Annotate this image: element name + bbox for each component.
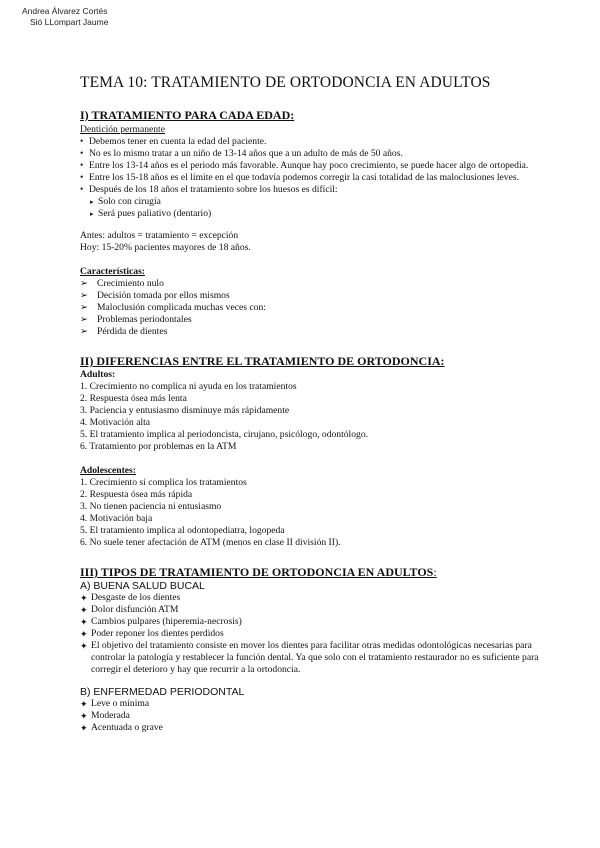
arrow-bullet-icon: ➢ bbox=[80, 326, 89, 337]
list-item: 4. Motivación alta bbox=[80, 417, 151, 428]
list-item: ✦ Poder reponer los dientes perdidos bbox=[80, 628, 224, 639]
arrow-bullet-icon: ➢ bbox=[80, 302, 89, 313]
list-item: • Entre los 15-18 años es el límite en el que todavía podemos corregir la casi totalidad de las maloclusiones leves. bbox=[80, 172, 519, 183]
list-item: 1. Crecimiento sí complica los tratamientos bbox=[80, 477, 247, 488]
list-item: ✦ Desgaste de los dientes bbox=[80, 592, 181, 603]
section-heading: I) TRATAMIENTO PARA CADA EDAD: bbox=[80, 108, 295, 122]
list-item: 1. Crecimiento no complica ni ayuda en los tratamientos bbox=[80, 381, 297, 392]
list-item: 6. No suele tener afectación de ATM (menos en clase II división II). bbox=[80, 537, 341, 548]
list-item: 3. Paciencia y entusiasmo disminuye más rápidamente bbox=[80, 405, 290, 416]
diamond-bullet-icon: ✦ bbox=[80, 723, 88, 733]
list-item: ➢ Maloclusión complicada muchas veces con: bbox=[80, 302, 266, 313]
document-title: TEMA 10: TRATAMIENTO DE ORTODONCIA EN ADULTOS bbox=[80, 74, 491, 91]
author-name: Andrea Álvarez Cortés bbox=[22, 6, 108, 16]
numbered-list bbox=[80, 477, 550, 549]
section-heading: III) TIPOS DE TRATAMIENTO DE ORTODONCIA EN ADULTOS: bbox=[80, 565, 437, 579]
list-item: ✦ Moderada bbox=[80, 710, 130, 721]
diamond-bullet-icon: ✦ bbox=[80, 605, 88, 615]
diamond-bullet-icon: ✦ bbox=[80, 699, 88, 709]
subheading: A) BUENA SALUD BUCAL bbox=[80, 580, 205, 592]
list-item: 5. El tratamiento implica al periodoncista, cirujano, psicólogo, odontólogo. bbox=[80, 429, 369, 440]
list-item: 3. No tienen paciencia ni entusiasmo bbox=[80, 501, 222, 512]
subheading: Adultos: bbox=[80, 369, 116, 380]
author-header bbox=[22, 6, 108, 28]
list-item: 2. Respuesta ósea más lenta bbox=[80, 393, 187, 404]
diamond-list bbox=[80, 592, 550, 676]
subheading: Dentición permanente bbox=[80, 124, 165, 135]
numbered-list bbox=[80, 381, 550, 453]
list-item: 6. Tratamiento por problemas en la ATM bbox=[80, 441, 237, 452]
list-item: ➢ Decisión tomada por ellos mismos bbox=[80, 290, 230, 301]
bullet-icon: • bbox=[80, 184, 84, 195]
diamond-bullet-icon: ✦ bbox=[80, 593, 88, 603]
list-item: • Después de los 18 años el tratamiento sobre los huesos es difícil: bbox=[80, 184, 338, 195]
diamond-bullet-icon: ✦ bbox=[80, 617, 88, 627]
section-heading: II) DIFERENCIAS ENTRE EL TRATAMIENTO DE ORTODONCIA: bbox=[80, 354, 445, 368]
list-item: ➢ Crecimiento nulo bbox=[80, 278, 164, 289]
arrow-list bbox=[80, 278, 550, 338]
triangle-bullet-icon: ▸ bbox=[90, 198, 94, 206]
list-item: 5. El tratamiento implica al odontopediatra, logopeda bbox=[80, 525, 285, 536]
arrow-bullet-icon: ➢ bbox=[80, 278, 89, 289]
list-item: ✦ Dolor disfunción ATM bbox=[80, 604, 179, 615]
note-text: Antes: adultos = tratamiento = excepción bbox=[80, 230, 239, 241]
sub-bullet-list bbox=[80, 196, 550, 220]
list-item: • Debemos tener en cuenta la edad del paciente. bbox=[80, 136, 267, 147]
subheading: B) ENFERMEDAD PERIODONTAL bbox=[80, 686, 245, 698]
bullet-icon: • bbox=[80, 160, 84, 171]
list-item: ✦ Leve o mínima bbox=[80, 698, 150, 709]
list-item: ➢ Problemas periodontales bbox=[80, 314, 192, 325]
author-name: Sió LLompart Jaume bbox=[30, 17, 109, 27]
bullet-icon: • bbox=[80, 148, 84, 159]
list-item: ✦ Cambios pulpares (hiperemia-necrosis) bbox=[80, 616, 242, 627]
list-item: ➢ Pérdida de dientes bbox=[80, 326, 168, 337]
list-item: ✦ Acentuada o grave bbox=[80, 722, 163, 733]
arrow-bullet-icon: ➢ bbox=[80, 314, 89, 325]
list-item: ▸ Será pues paliativo (dentario) bbox=[90, 208, 212, 219]
arrow-bullet-icon: ➢ bbox=[80, 290, 89, 301]
diamond-list bbox=[80, 698, 550, 734]
bullet-icon: • bbox=[80, 172, 84, 183]
list-item: ✦ El objetivo del tratamiento consiste en mover los dientes para facilitar otras medidas odontológicas necesarias para controlar la patología y restablecer la función dental. Ya que solo con el tratamiento restaurador no es suficiente para corregir el deterioro y hay que recurrir a la ortodoncia. bbox=[80, 640, 539, 675]
diamond-bullet-icon: ✦ bbox=[80, 711, 88, 721]
triangle-bullet-icon: ▸ bbox=[90, 210, 94, 218]
diamond-bullet-icon: ✦ bbox=[80, 629, 88, 639]
list-item: 4. Motivación baja bbox=[80, 513, 153, 524]
list-item: 2. Respuesta ósea más rápida bbox=[80, 489, 193, 500]
bullet-icon: • bbox=[80, 136, 84, 147]
list-item: • No es lo mismo tratar a un niño de 13-14 años que a un adulto de más de 50 años. bbox=[80, 148, 403, 159]
bullet-list bbox=[80, 136, 550, 196]
diamond-bullet-icon: ✦ bbox=[80, 641, 88, 651]
subheading: Adolescentes: bbox=[80, 465, 136, 476]
characteristics-heading: Características: bbox=[80, 266, 145, 277]
list-item: ▸ Solo con cirugía bbox=[90, 196, 161, 207]
list-item: • Entre los 13-14 años es el periodo más favorable. Aunque hay poco crecimiento, se puede hacer algo de ortopedia. bbox=[80, 160, 529, 171]
document-body bbox=[80, 74, 550, 734]
note-text: Hoy: 15-20% pacientes mayores de 18 años. bbox=[80, 242, 251, 253]
